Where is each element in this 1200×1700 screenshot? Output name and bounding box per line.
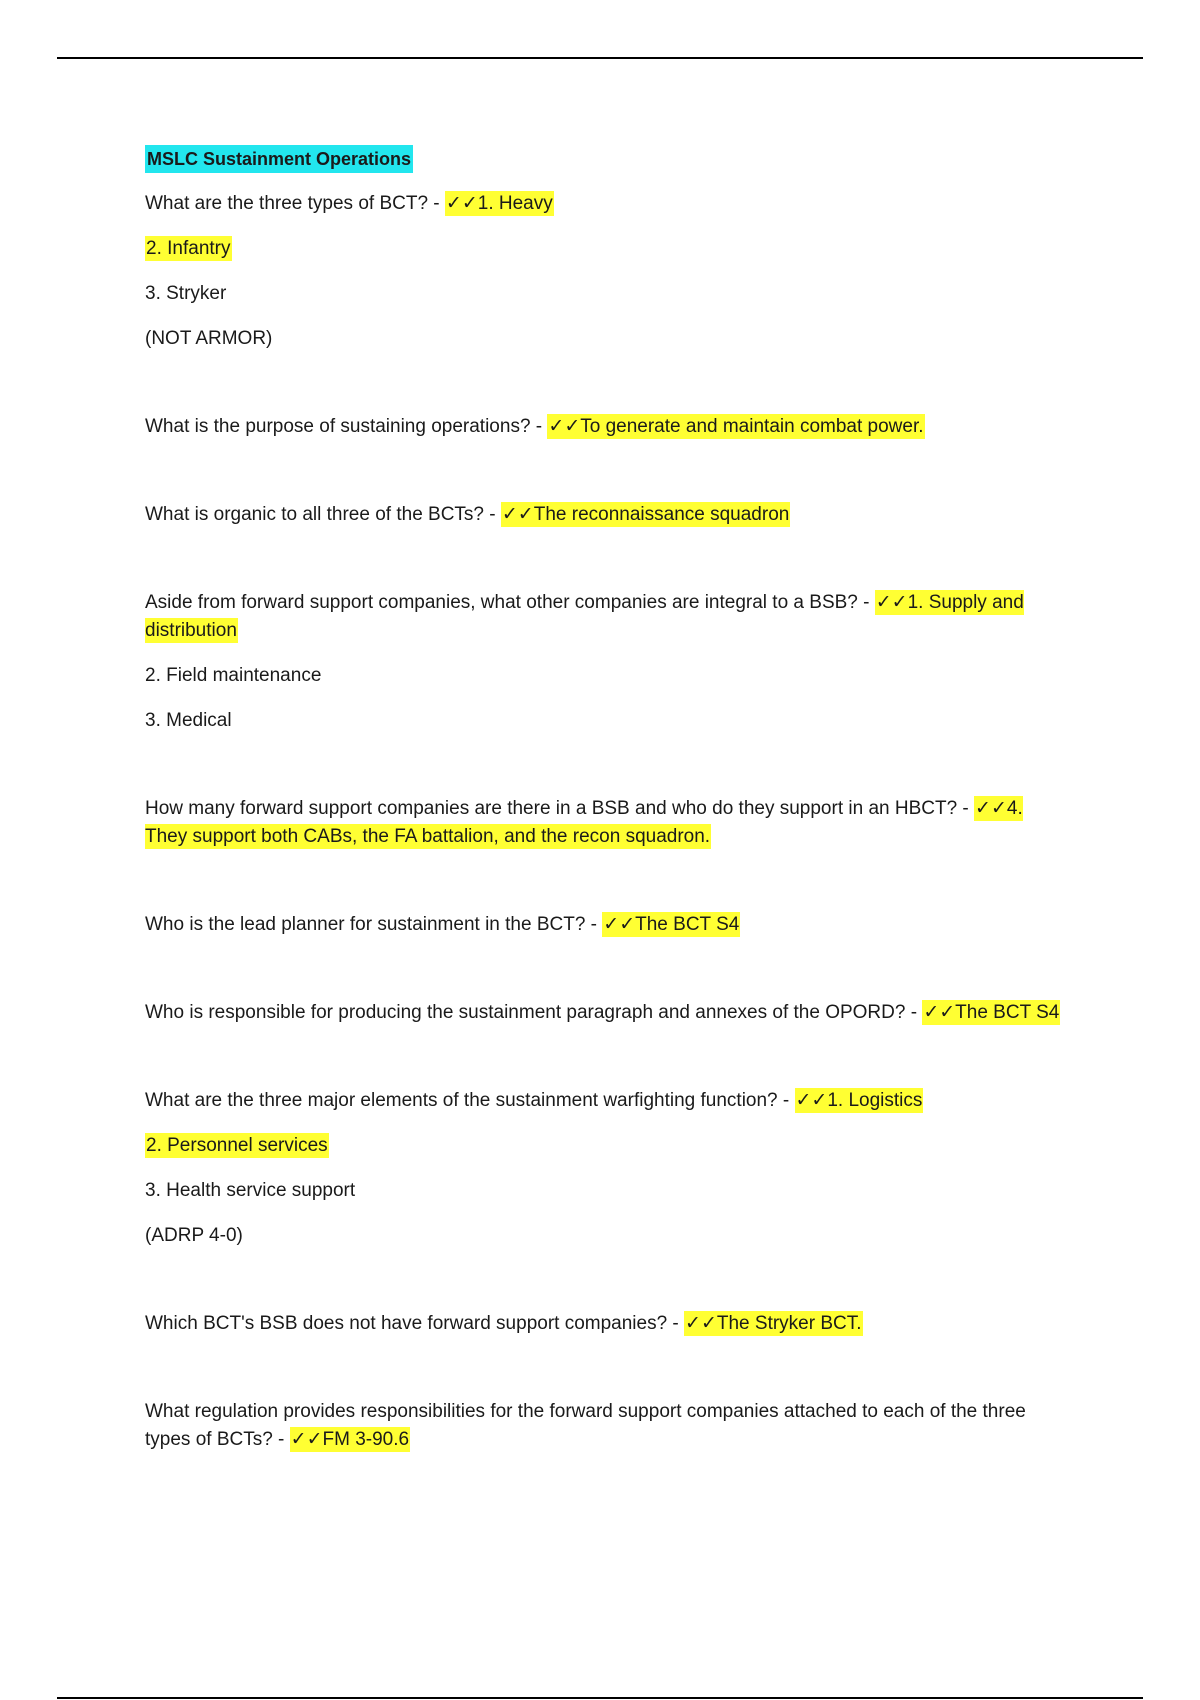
qa-item [145, 999, 1065, 1027]
answer: ✓✓4. They support both CABs, the FA battalion, and the recon squadron. [145, 798, 1023, 847]
answer-line: 3. Medical [145, 710, 232, 731]
qa-item [145, 795, 1065, 851]
answer-line: 2. Personnel services [146, 1135, 328, 1156]
answer-line: 3. Stryker [145, 283, 227, 304]
answer: ✓✓To generate and maintain combat power. [548, 416, 924, 437]
question: Who is responsible for producing the sustainment paragraph and annexes of the OPORD? - ✓✓The BCT S4 [145, 1002, 1060, 1023]
qa-item [145, 589, 1065, 735]
answer-line: 2. Field maintenance [145, 665, 322, 686]
answer: ✓✓FM 3-90.6 [290, 1429, 410, 1450]
answer-line: (ADRP 4-0) [145, 1225, 243, 1246]
top-rule [57, 57, 1143, 59]
question: What is the purpose of sustaining operations? - ✓✓To generate and maintain combat power. [145, 416, 924, 437]
question: What regulation provides responsibilities for the forward support companies attached to each of the three types of BCTs? - ✓✓FM 3-90.6 [145, 1401, 1026, 1450]
question: What is organic to all three of the BCTs? - ✓✓The reconnaissance squadron [145, 504, 790, 525]
qa-item [145, 190, 1065, 353]
document-body [145, 145, 1065, 1454]
qa-item [145, 501, 1065, 529]
answer: ✓✓The BCT S4 [923, 1002, 1060, 1023]
answer: ✓✓The BCT S4 [603, 914, 740, 935]
answer-line: (NOT ARMOR) [145, 328, 273, 349]
answer-line: 2. Infantry [146, 238, 231, 259]
qa-item [145, 1087, 1065, 1250]
qa-item [145, 413, 1065, 441]
question: Aside from forward support companies, what other companies are integral to a BSB? - ✓✓1. Supply and distribution [145, 592, 1024, 641]
qa-item [145, 1398, 1065, 1454]
bottom-rule [57, 1697, 1143, 1699]
qa-item [145, 1310, 1065, 1338]
answer: ✓✓1. Heavy [445, 193, 553, 214]
answer-line: 3. Health service support [145, 1180, 356, 1201]
question: Who is the lead planner for sustainment in the BCT? - ✓✓The BCT S4 [145, 914, 740, 935]
answer: ✓✓1. Supply and distribution [145, 592, 1024, 641]
qa-item [145, 911, 1065, 939]
document-title: MSLC Sustainment Operations [145, 145, 413, 173]
question: What are the three major elements of the sustainment warfighting function? - ✓✓1. Logistics [145, 1090, 923, 1111]
question: Which BCT's BSB does not have forward support companies? - ✓✓The Stryker BCT. [145, 1313, 862, 1334]
answer: ✓✓1. Logistics [795, 1090, 923, 1111]
answer: ✓✓The reconnaissance squadron [501, 504, 790, 525]
question: How many forward support companies are there in a BSB and who do they support in an HBCT? - ✓✓4. They support both CABs, the FA battalion, and the recon squadron. [145, 798, 1023, 847]
answer: ✓✓The Stryker BCT. [685, 1313, 862, 1334]
question: What are the three types of BCT? - ✓✓1. Heavy [145, 193, 553, 214]
